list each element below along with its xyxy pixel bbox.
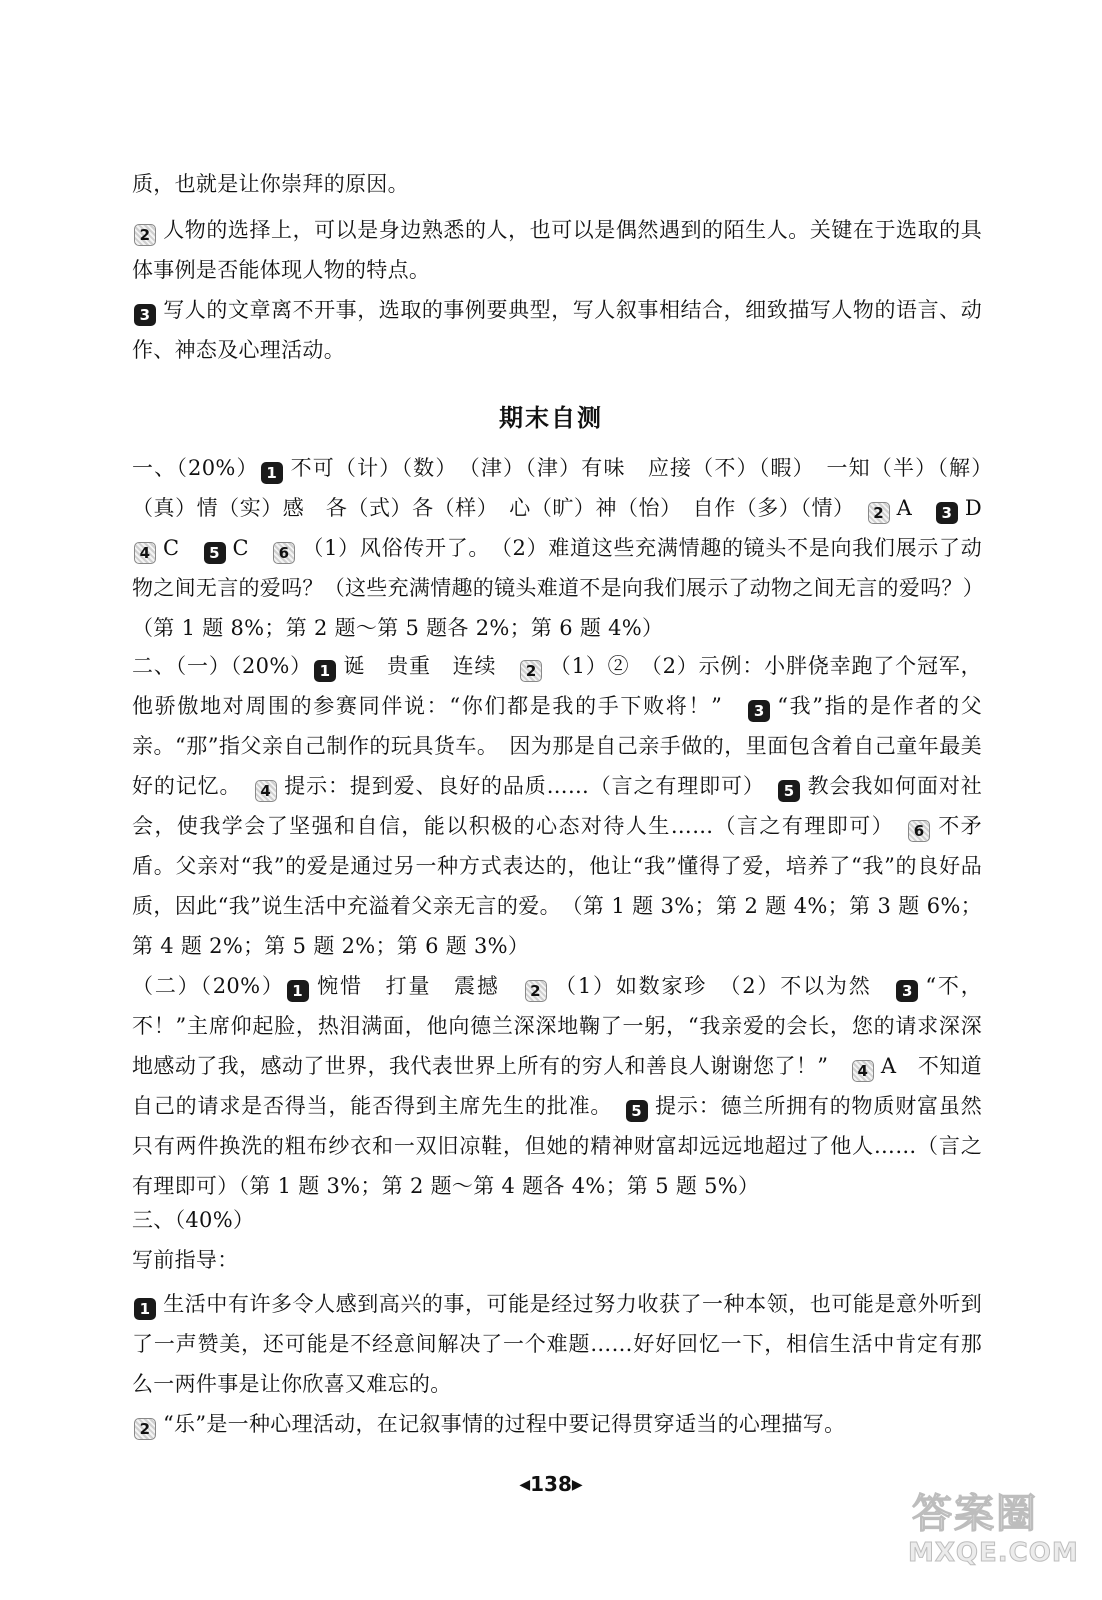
number-badge: 3 [134,304,156,326]
number-badge: 4 [134,542,156,564]
left-triangle-icon: ◀ [519,1477,531,1493]
number-badge: 3 [896,980,918,1002]
item-text: 不可（计）（数） （津）（津）有味 应接（不）（暇） 一知（半）（解） （真）情（实）感 各（式）各（样） 心（旷）神（怡） 自作（多）（情） [132,456,1004,520]
number-badge: 2 [134,1418,156,1440]
section-one [132,448,1004,648]
number-badge: 1 [134,1298,156,1320]
number-badge: 5 [778,780,800,802]
item-text: A 不知道自己的请求是否得当，能否得到主席先生的批准。 [132,1054,982,1118]
score-note: （第 1 题 3%；第 2 题 4%；第 3 题 6%；第 4 题 2%；第 5 题 2%；第 6 题 3%） [132,894,982,958]
item-text: 教会我如何面对社会，使我学会了坚强和自信，能以积极的心态对待人生……（言之有理即可） [132,774,983,838]
watermark-logo: 答案圈 [912,1491,1038,1537]
intro-line: 质，也就是让你崇拜的原因。 [132,172,409,196]
page-number-text: 138 [530,1472,572,1496]
writing-guide-label [132,1240,982,1280]
number-badge: 4 [852,1060,874,1082]
item-text: “我”指的是作者的父亲。“那”指父亲自己制作的玩具货车。 因为那是自己亲手做的，里面包含着自己童年最美好的记忆。 [132,694,982,798]
number-badge: 2 [868,502,890,524]
number-badge: 4 [255,780,277,802]
item-text: “乐”是一种心理活动，在记叙事情的过程中要记得贯穿适当的心理描写。 [163,1412,846,1436]
section-three-heading [132,1200,982,1240]
item-text: （1）风俗传开了。 （2）难道这些充满情趣的镜头不是向我们展示了动物之间无言的爱吗？（这些充满情趣的镜头难道不是向我们展示了动物之间无言的爱吗？） [132,536,984,600]
item-text: “不，不！”主席仰起脸，热泪满面，他向德兰深深地鞠了一躬，“我亲爱的会长，您的请求深深地感动了我，感动了世界，我代表世界上所有的穷人和善良人谢谢您了！” [132,974,983,1078]
number-badge: 2 [525,980,547,1002]
score-note: （第 1 题 3%；第 2 题～第 4 题各 4%；第 5 题 5%） [238,1174,760,1198]
number-badge: 1 [287,980,309,1002]
item-text: 惋惜 打量 震撼 [315,974,500,998]
intro-item-2 [132,210,982,290]
item-text: 诞 贵重 连续 [342,654,497,678]
number-badge: 1 [314,660,336,682]
intro-item-3 [132,290,982,370]
item-text: A [896,496,913,520]
item-text: （1）如数家珍 （2）不以为然 [553,974,872,998]
right-triangle-icon: ▶ [571,1477,583,1493]
section-three-item-1 [132,1284,982,1404]
item-text: C [232,536,249,560]
number-badge: 6 [908,820,930,842]
item-text: 生活中有许多令人感到高兴的事，可能是经过努力收获了一种本领，也可能是意外听到了一声赞美，还可能是不经意间解决了一个难题……好好回忆一下，相信生活中肯定有那么一两件事是让你欣喜又难忘的。 [132,1292,982,1396]
item-text: 不矛盾。父亲对“我”的爱是通过另一种方式表达的，他让“我”懂得了爱，培养了“我”的良好品质，因此“我”说生活中充溢着父亲无言的爱。 [132,814,982,918]
guide-label: 写前指导： [132,1248,239,1272]
number-badge: 1 [261,462,283,484]
number-badge: 5 [204,542,226,564]
item-text: 人物的选择上，可以是身边熟悉的人，也可以是偶然遇到的陌生人。关键在于选取的具体事例是否能体现人物的特点。 [132,218,982,282]
number-badge: 3 [748,700,770,722]
number-badge: 3 [936,502,958,524]
section-three-item-2 [132,1404,982,1444]
number-badge: 5 [626,1100,648,1122]
number-badge: 2 [520,660,542,682]
watermark [904,1482,1079,1582]
section-heading: （二）（20%） [132,974,285,998]
section-two-part-one [132,646,982,966]
intro-section [132,164,982,204]
section-title: 期末自测 [499,404,603,432]
section-two-part-two [132,966,982,1206]
item-text: （1）② （2）示例：小胖侥幸跑了个冠军，他骄傲地对周围的参赛同伴说：“你们都是我的手下败将！” [132,654,982,718]
item-text: D [964,496,982,520]
number-badge: 2 [134,224,156,246]
section-heading: 三、（40%） [132,1208,255,1232]
item-text: 提示：提到爱、良好的品质……（言之有理即可） [283,774,755,798]
watermark-url: MXQE.COM [908,1538,1079,1568]
item-text: 写人的文章离不开事，选取的事例要典型，写人叙事相结合，细致描写人物的语言、动作、神态及心理活动。 [132,298,982,362]
section-heading: 一、（20%） [132,456,259,480]
section-heading: 二、（一）（20%） [132,654,312,678]
score-note: （第 1 题 8%；第 2 题～第 5 题各 2%；第 6 题 4%） [132,616,664,640]
item-text: C [163,536,180,560]
number-badge: 6 [273,542,295,564]
item-text: 提示：德兰所拥有的物质财富虽然只有两件换洗的粗布纱衣和一双旧凉鞋，但她的精神财富却远远地超过了他人……（言之有理即可） [132,1094,983,1198]
